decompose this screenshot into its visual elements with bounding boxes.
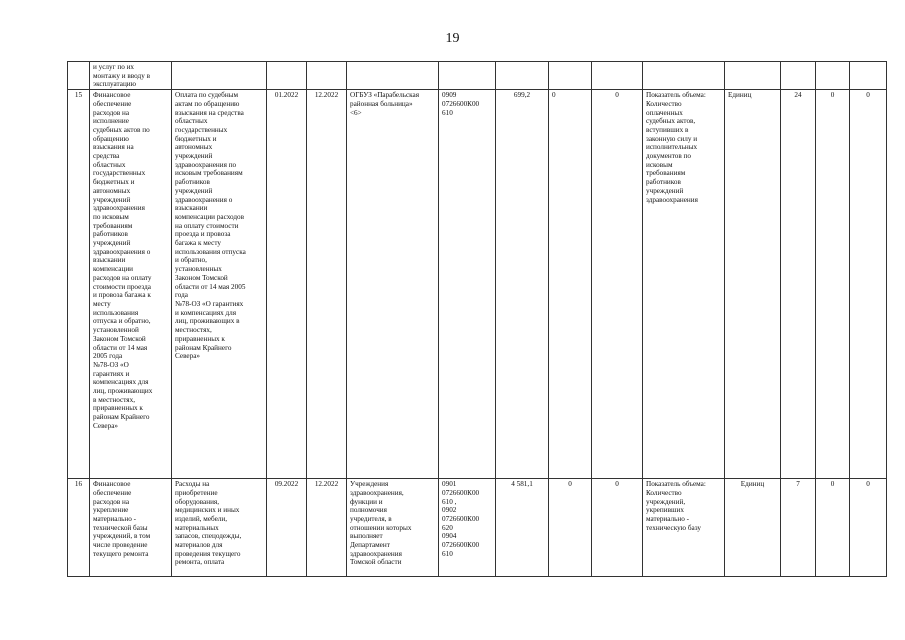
unit: Единиц — [725, 479, 781, 577]
indicator-value-3 — [850, 62, 887, 90]
indicator-value-3: 0 — [850, 90, 887, 479]
activity-description — [172, 62, 267, 90]
executor — [347, 62, 439, 90]
activity-name: и услуг по их монтажу и вводу в эксплуатацию — [90, 62, 172, 90]
program-activities-table — [67, 61, 887, 577]
value-year-3 — [592, 62, 643, 90]
activity-name: Финансовое обеспечение расходов на укрепление материально - технической базы учреждений, в том числе проведение текущего ремонта — [90, 479, 172, 577]
budget-code: 0901 0726600К00 610 , 0902 0726600К00 620 0904 0726600К00 610 — [439, 479, 496, 577]
amount — [496, 62, 549, 90]
start-date: 01.2022 — [267, 90, 307, 479]
indicator: Показатель объема: Количество учреждений, укрепивших материально - техническую базу — [643, 479, 725, 577]
amount: 4 581,1 — [496, 479, 549, 577]
indicator-value-1 — [781, 62, 816, 90]
activity-name: Финансовое обеспечение расходов на исполнение судебных актов по обращению взыскания на средства областных государственных бюджетных и автономных учреждений здравоохранения по исковым требованиям работников учреждений здравоохранения о взыскании компенсации расходов на оплату стоимости проезда и провоза багажа к месту использования отпуска и обратно, установленной Законом Томской области от 14 мая 2005 года №78-ОЗ «О гарантиях и компенсациях для лиц, проживающих в местностях, приравненных к районам Крайнего Севера» — [90, 90, 172, 479]
budget-code — [439, 62, 496, 90]
value-year-2 — [549, 62, 592, 90]
end-date: 12.2022 — [307, 479, 347, 577]
amount: 699,2 — [496, 90, 549, 479]
indicator-value-2: 0 — [816, 479, 850, 577]
executor: ОГБУЗ «Парабельская районная больница» <6> — [347, 90, 439, 479]
indicator-value-2: 0 — [816, 90, 850, 479]
budget-code: 0909 0726600К00 610 — [439, 90, 496, 479]
value-year-3: 0 — [592, 90, 643, 479]
table-row-continuation — [68, 62, 887, 90]
page-number: 19 — [445, 31, 460, 46]
activity-description: Оплата по судебным актам по обращению взыскания на средства областных государственных бюджетных и автономных учреждений здравоохранения по исковым требованиям работников учреждений здравоохранения о взыскании компенсации расходов на оплату стоимости проезда и провоза багажа к месту использования отпуска и обратно, установленных Законом Томской области от 14 мая 2005 года №78-ОЗ «О гарантиях и компенсациях для лиц, проживающих в местностях, приравненных к районам Крайнего Севера» — [172, 90, 267, 479]
row-number: 15 — [68, 90, 90, 479]
executor: Учреждения здравоохранения, функции и полномочия учредителя, в отношении которых выполняет Департамент здравоохранения Томской области — [347, 479, 439, 577]
indicator-value-3: 0 — [850, 479, 887, 577]
indicator-value-2 — [816, 62, 850, 90]
activity-description: Расходы на приобретение оборудования, медицинских и иных изделий, мебели, материальных запасов, спецодежды, материалов для проведения текущего ремонта, оплата — [172, 479, 267, 577]
row-number: 16 — [68, 479, 90, 577]
end-date — [307, 62, 347, 90]
start-date: 09.2022 — [267, 479, 307, 577]
indicator: Показатель объема: Количество оплаченных судебных актов, вступивших в законную силу и исполнительных документов по исковым требованиям работников учреждений здравоохранения — [643, 90, 725, 479]
table-row-16 — [68, 479, 887, 577]
indicator-value-1: 7 — [781, 479, 816, 577]
indicator-value-1: 24 — [781, 90, 816, 479]
unit — [725, 62, 781, 90]
start-date — [267, 62, 307, 90]
indicator — [643, 62, 725, 90]
end-date: 12.2022 — [307, 90, 347, 479]
value-year-2: 0 — [549, 90, 592, 479]
row-number — [68, 62, 90, 90]
value-year-3: 0 — [592, 479, 643, 577]
value-year-2: 0 — [549, 479, 592, 577]
table-row-15 — [68, 90, 887, 479]
unit: Единиц — [725, 90, 781, 479]
